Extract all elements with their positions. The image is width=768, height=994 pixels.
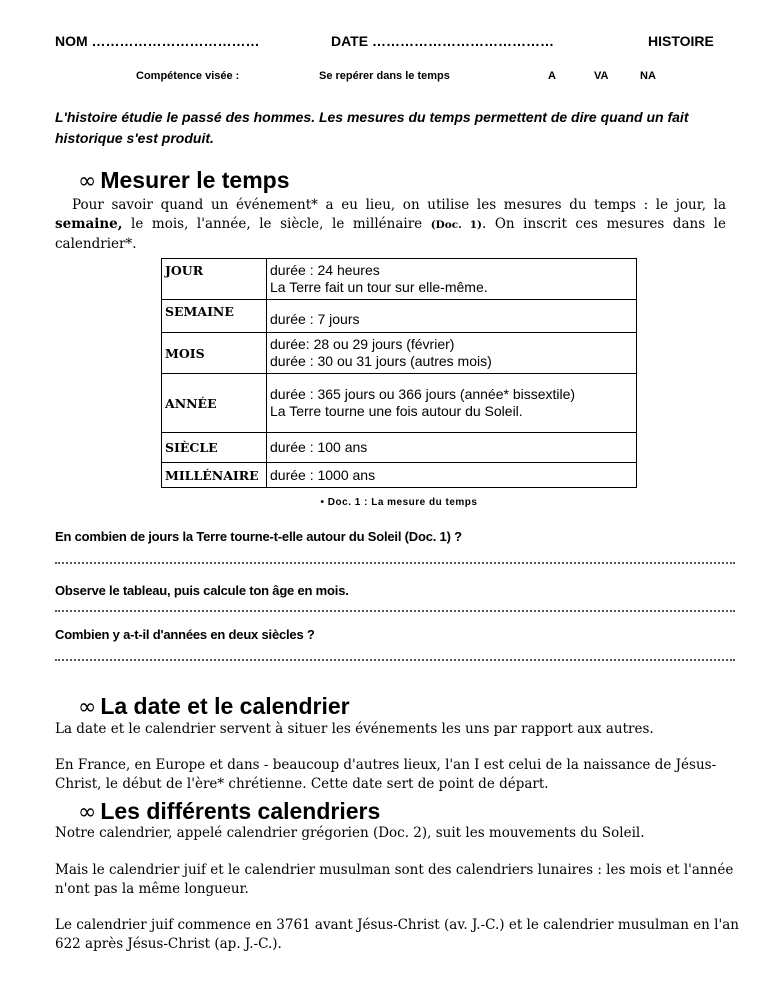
section-title-date (78, 692, 350, 722)
section-title-text: La date et le calendrier (100, 693, 350, 719)
paragraph-calendriers-2: Mais le calendrier juif et le calendrier musulman sont des calendriers lunaires : les mois et l'année n'ont pas la même longueur. (55, 862, 734, 897)
subject-label: HISTOIRE (648, 33, 714, 49)
competence-label: Compétence visée : (136, 70, 240, 82)
table-row (162, 300, 637, 333)
table-value (267, 333, 637, 374)
doc-reference: (Doc. 1) (430, 219, 483, 231)
table-row (162, 333, 637, 374)
date-field: DATE ………………………………… (331, 33, 554, 49)
answer-line-1[interactable] (55, 560, 735, 564)
table-key: MILLÉNAIRE (162, 463, 267, 488)
table-value (267, 259, 637, 300)
table-row (162, 374, 637, 433)
question-3: Combien y a-t-il d'années en deux siècles ? (55, 627, 315, 642)
text-run: Pour savoir quand un événement* a eu lieu, on utilise les mesures du temps : le jour, la (72, 197, 726, 213)
table-key: ANNÉE (162, 374, 267, 433)
answer-line-3[interactable] (55, 657, 735, 661)
table-key: SEMAINE (162, 300, 267, 333)
table-value: durée : 100 ans (267, 433, 637, 463)
text-run: . On inscrit ces mesures dans le calendrier*. (55, 216, 726, 252)
table-row (162, 259, 637, 300)
question-1: En combien de jours la Terre tourne-t-elle autour du Soleil (Doc. 1) ? (55, 529, 462, 544)
table-key: SIÈCLE (162, 433, 267, 463)
section-title-text: Mesurer le temps (100, 167, 290, 193)
value-line: durée : 365 jours ou 366 jours (année* bissextile) (270, 386, 576, 402)
grade-a: A (548, 70, 556, 82)
competence-value: Se repérer dans le temps (319, 70, 450, 82)
paragraph-calendriers-1: Notre calendrier, appelé calendrier grégorien (Doc. 2), suit les mouvements du Soleil. (55, 825, 645, 841)
infinity-icon: ∞ (78, 695, 97, 720)
table-key: JOUR (162, 259, 267, 300)
answer-line-2[interactable] (55, 608, 735, 612)
table-row (162, 433, 637, 463)
table-value: durée : 1000 ans (267, 463, 637, 488)
value-line: La Terre tourne une fois autour du Soleil. (270, 403, 523, 419)
grade-na: NA (640, 70, 656, 82)
table-key: MOIS (162, 333, 267, 374)
infinity-icon: ∞ (78, 800, 97, 825)
paragraph-date-1: La date et le calendrier servent à situer les événements les uns par rapport aux autres. (55, 721, 654, 737)
intro-text: L'histoire étudie le passé des hommes. Les mesures du temps permettent de dire quand un fait historique s'est produit. (55, 109, 689, 146)
table-value: durée : 7 jours (267, 300, 637, 333)
table-caption: • Doc. 1 : La mesure du temps (320, 497, 478, 508)
nom-field: NOM ……………………………… (55, 33, 260, 49)
value-line: durée: 28 ou 29 jours (février) (270, 336, 455, 352)
bold-run: semaine, (55, 216, 123, 232)
paragraph-mesurer (55, 196, 726, 254)
table-row (162, 463, 637, 488)
paragraph-calendriers-3: Le calendrier juif commence en 3761 avant Jésus-Christ (av. J.-C.) et le calendrier musulman en l'an 622 après Jésus-Christ (ap. J.-C.). (55, 917, 739, 952)
infinity-icon: ∞ (78, 169, 97, 194)
value-line: durée : 24 heures (270, 262, 380, 278)
paragraph-date-2: En France, en Europe et dans - beaucoup d'autres lieux, l'an I est celui de la naissance de Jésus-Christ, le début de l'ère* chrétienne. Cette date sert de point de départ. (55, 757, 717, 792)
table-value (267, 374, 637, 433)
value-line: La Terre fait un tour sur elle-même. (270, 279, 488, 295)
section-title-mesurer (78, 166, 290, 196)
question-2: Observe le tableau, puis calcule ton âge en mois. (55, 583, 349, 598)
section-title-calendriers (78, 797, 380, 827)
time-measures-table (161, 258, 637, 488)
section-title-text: Les différents calendriers (100, 798, 381, 824)
value-line: durée : 30 ou 31 jours (autres mois) (270, 353, 492, 369)
grade-va: VA (594, 70, 609, 82)
text-run: le mois, l'année, le siècle, le millénaire (122, 216, 431, 232)
